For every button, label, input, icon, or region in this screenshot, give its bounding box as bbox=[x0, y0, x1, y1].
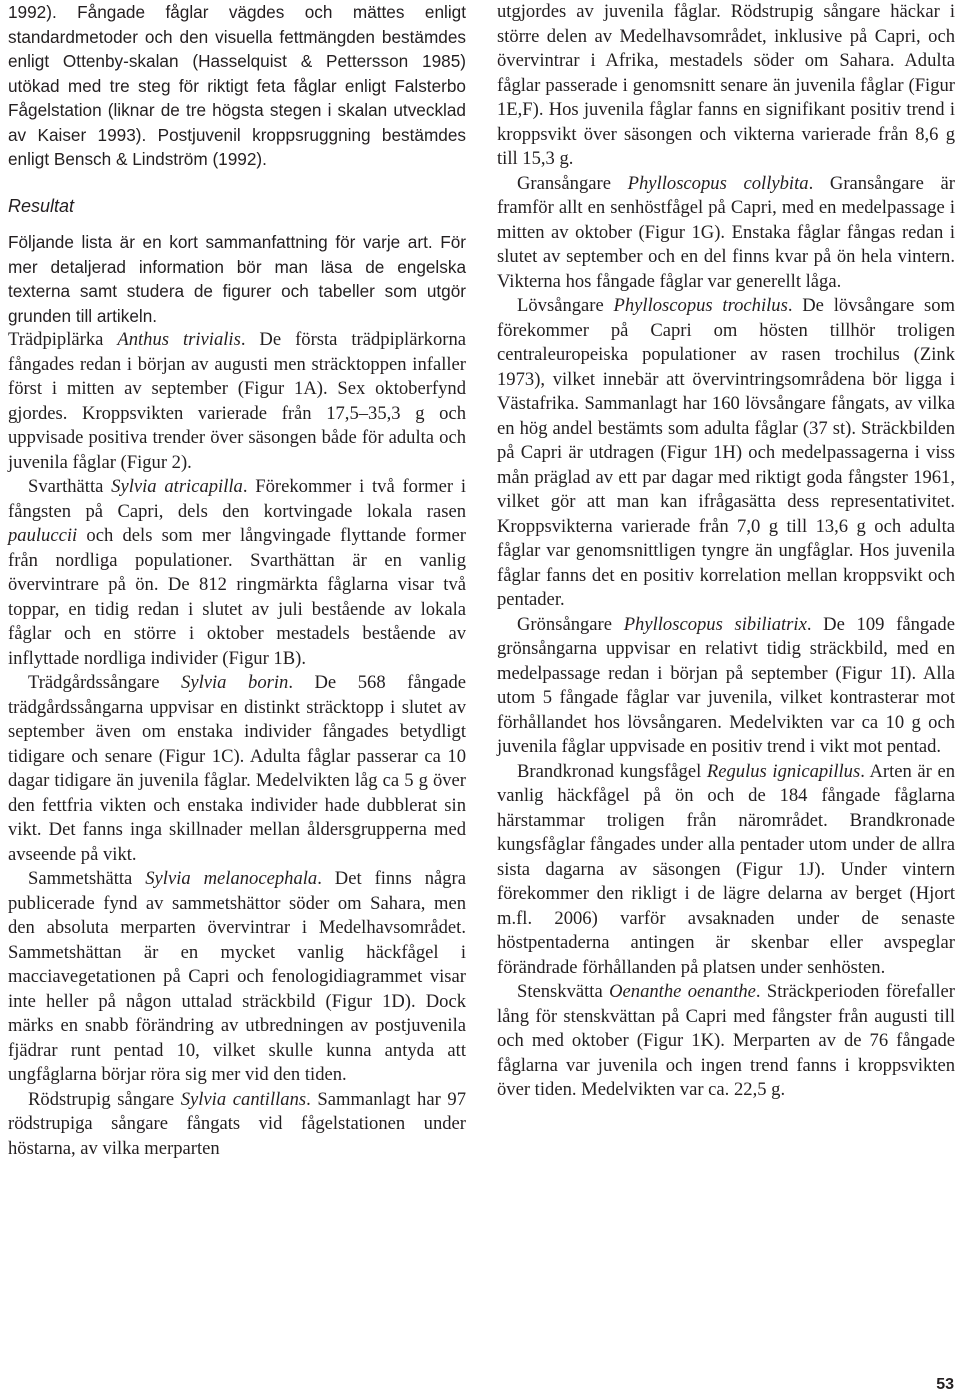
species-common-name: Trädgårdssångare bbox=[28, 672, 182, 693]
species-paragraph-tradpiplarka bbox=[8, 328, 466, 475]
species-paragraph-gronsangare bbox=[497, 613, 955, 760]
right-column bbox=[497, 0, 955, 1103]
species-paragraph-rodstrupig-continued: utgjordes av juvenila fåglar. Rödstrupig sångare häckar i större delen av Medelhavsområdet, inklusive på Capri, och övervintrar i Afrika, mestadels söder om Sahara. Adulta fåglar passerade i genomsnitt senare än juvenila fåglar (Figur 1E,F). Hos juvenila fåglar fanns en signifikant positiv trend i kroppsvikt över säsongen och vikterna varierade från 8,6 g till 15,3 g. bbox=[497, 1, 955, 169]
species-text: . Sammanlagt har 97 rödstrupiga sångare fångats vid fågelstationen under höstarna, av vilka merparten bbox=[8, 1088, 466, 1159]
species-paragraph-sammetshatta bbox=[8, 867, 466, 1088]
species-common-name: Grönsångare bbox=[517, 613, 624, 635]
species-text: . Förekommer i två former i fångsten på Capri, dels den kortvingade lokala rasen bbox=[8, 476, 467, 522]
species-latin-name: Sylvia atricapilla bbox=[111, 476, 243, 497]
species-paragraph-rodstrupig bbox=[8, 1088, 466, 1162]
race-name: pauluccii bbox=[8, 525, 78, 546]
species-common-name: Stenskvätta bbox=[517, 981, 610, 1002]
species-paragraph-tradgardssangare bbox=[8, 671, 466, 867]
species-text: . Det finns några publicerade fynd av sammetshättor söder om Sahara, men den absoluta merparten övervintrar i Medelhavsområdet. Sammetshättan är en mycket vanlig häckfågel i macciavegetationen på Capri och fenologidiagrammet visar inte heller på någon uttalad sträckbild (Figur 1D). Dock märks en snabb förändring av utbredningen av postjuvenila fjädrar runt pentad 10, vilket skulle kunna antyda att ungfåglarna börjar röra sig mer vid den tiden. bbox=[8, 868, 466, 1085]
left-column bbox=[8, 0, 466, 1161]
species-common-name: Sammetshätta bbox=[28, 868, 146, 889]
species-latin-name: Anthus trivialis bbox=[117, 329, 241, 350]
section-heading: Resultat bbox=[8, 195, 75, 216]
species-paragraph-gransangare bbox=[497, 172, 955, 295]
species-text: och dels som mer långvingade flyttande former från nordliga populationer. Svarthättan är en vanlig övervintrare på ön. De 812 ringmärkta fåglarna visar två toppar, en tidig redan i slutet av juli bestående av lokala fåglar och en större i oktober mestadels bestående av inflyttade nordliga individer (Figur 1B). bbox=[8, 525, 466, 669]
species-text: . De första trädpiplärkorna fångades redan i början av augusti men sträcktoppen infaller först i mitten av september (Figur 1A). Sex oktoberfynd gjordes. Kroppsvikten varierade från 17,5–35,3 g och uppvisade positiva trender över säsongen både för adulta och juvenila fåglar (Figur 2). bbox=[8, 329, 466, 473]
page-number: 53 bbox=[936, 1376, 954, 1393]
species-latin-name: Oenanthe oenanthe bbox=[609, 981, 756, 1002]
species-latin-name: Phylloscopus collybita bbox=[627, 172, 809, 194]
species-text: . Sträckperioden förefaller lång för stenskvättan på Capri med fångster från augusti till och med oktober (Figur 1K). Merparten av de 76 fångade fåglarna var juvenila och ingen trend fanns i kroppsvikten över tiden. Medelvikten var ca. 22,5 g. bbox=[497, 981, 955, 1100]
species-paragraph-lovsangare bbox=[497, 294, 955, 613]
species-text: . De 568 fångade trädgårdssångarna uppvisar en distinkt sträcktopp i slutet av september även om enstaka individer fångades betydligt tidigare och senare (Figur 1C). Adulta fåglar passerar ca 10 dagar tidigare än juvenila fåglar. Medelvikten låg ca 5 g över den fettfria vikten och enstaka individer hade dubblerat sin vikt. Det fanns inga skillnader mellan åldersgrupperna med avseende på vikt. bbox=[8, 672, 466, 865]
species-latin-name: Sylvia cantillans bbox=[180, 1088, 307, 1110]
species-common-name: Svarthätta bbox=[28, 476, 112, 497]
species-paragraph-stenskvatta bbox=[497, 980, 955, 1103]
species-common-name: Trädpiplärka bbox=[8, 329, 118, 350]
species-latin-name: Sylvia melanocephala bbox=[145, 868, 318, 889]
species-latin-name: Phylloscopus trochilus bbox=[613, 295, 788, 316]
methods-paragraph: 1992). Fångade fåglar vägdes och mättes enligt standardmetoder och den visuella fettmängden bestämdes enligt Ottenby-skalan (Hasselquist & Pettersson 1985) utökad med tre steg för riktigt feta fåglar enligt Falsterbo Fågelstation (liknar de tre högsta stegen i skalan utvecklad av Kaiser 1993). Postjuvenil kroppsruggning bestämdes enligt Bensch & Lindström (1992). bbox=[8, 2, 466, 169]
species-text: . Arten är en vanlig häckfågel på ön och de 184 fångade fåglarna härstammar troligen från närområdet. Brandkronade kungsfåglar fångades under alla pentader utom under de allra sista dagarna av säsongen (Figur 1J). Under vintern förekommer den rikligt i de lägre delarna av berget (Hjort m.fl. 2006) varför avsaknaden under de senaste höstpentaderna antingen är skenbar eller avspeglar förändrade förhållanden på platsen under senhösten. bbox=[497, 760, 956, 978]
species-paragraph-brandkronad bbox=[497, 760, 955, 981]
species-latin-name: Phylloscopus sibiliatrix bbox=[623, 613, 807, 635]
species-text: . De 109 fångade grönsångarna uppvisar en relativt tidig sträckbild, med en medelpassage redan i början på september (Figur 1I). Alla utom 5 fångade fåglar var juvenila, vilket kontrasterar mot förhållandet hos lövsångaren. Medelvikten var ca 10 g och juvenila fåglar uppvisade en positiv trend i vikt mot pentad. bbox=[497, 613, 955, 757]
species-common-name: Gransångare bbox=[517, 172, 628, 194]
species-paragraph-svarthatta bbox=[8, 475, 466, 671]
summary-paragraph: Följande lista är en kort sammanfattning för varje art. För mer detaljerad information bör man läsa de engelska texterna samt studera de figurer och tabeller som utgör grunden till artikeln. bbox=[8, 232, 466, 326]
species-latin-name: Sylvia borin bbox=[181, 672, 289, 693]
species-text: . Gransångare är framför allt en senhöstfågel på Capri, med en medelpassage i mitten av oktober (Figur 1G). Enstaka fåglar fångas redan i slutet av september och en del finns kvar på ön hela vintern. Vikterna hos fångade fåglar var generellt låga. bbox=[497, 172, 955, 292]
species-latin-name: Regulus ignicapillus bbox=[706, 760, 861, 782]
species-common-name: Lövsångare bbox=[517, 295, 614, 316]
species-text: . De lövsångare som förekommer på Capri om hösten tillhör troligen centraleuropeiska populationer av rasen trochilus (Zink 1973), vilket innebär att övervintringsområdena bör ligga i Västafrika. Sammanlagt har 160 lövsångare fångats, av vilka en hög andel bestämts som adulta fåglar (37 st). Sträckbilden på Capri är utdragen (Figur 1H) och medelpassagerna i viss mån präglad av ett par dagar med riktigt goda fångster 1961, vilket gör att man kan ifrågasätta dess representativitet. Kroppsvikterna varierade från 7,0 g till 13,6 g och adulta fåglar var genomsnittligen tyngre än ungfåglar. Hos juvenila fåglar fanns det en positiv korrelation mellan kroppsvikt och pentader. bbox=[497, 295, 955, 610]
species-common-name: Rödstrupig sångare bbox=[28, 1088, 181, 1110]
species-common-name: Brandkronad kungsfågel bbox=[517, 760, 707, 782]
